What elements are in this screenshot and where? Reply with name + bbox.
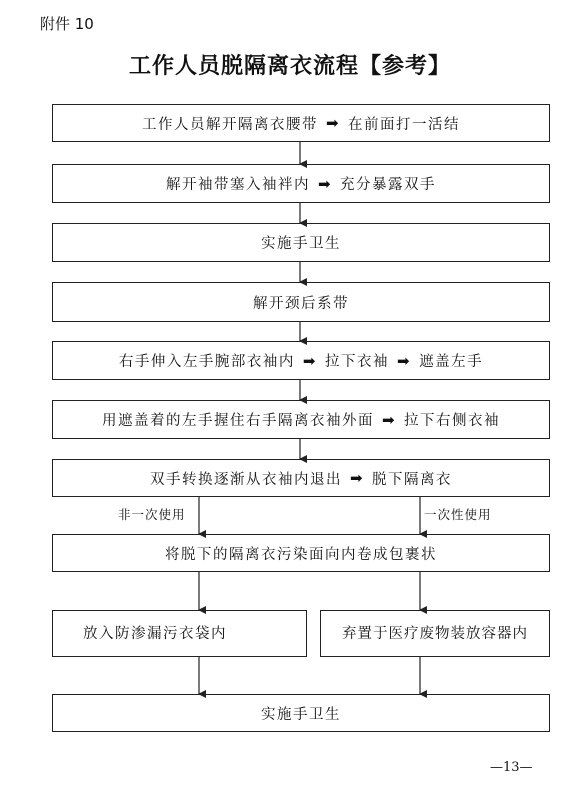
step-4-text: 解开颈后系带	[253, 295, 349, 312]
step-2-text-b: 充分暴露双手	[340, 177, 437, 193]
step-9-left-text: 放入防渗漏污衣袋内	[83, 626, 227, 642]
annex-label: 附件 10	[40, 15, 94, 33]
page-number: —13—	[490, 760, 533, 775]
step-6-text-b: 拉下右侧衣袖	[404, 413, 501, 429]
step-10-text: 实施手卫生	[261, 706, 341, 723]
arrow-right-icon: ➡	[349, 469, 365, 487]
step-6-text-a: 用遮盖着的左手握住右手隔离衣袖外面	[101, 413, 374, 429]
flow-step-6	[52, 400, 550, 439]
arrow-right-icon: ➡	[317, 174, 333, 193]
step-9-right-text: 弃置于医疗废物装放容器内	[342, 626, 528, 642]
flow-step-2	[52, 164, 550, 203]
flow-step-4	[52, 282, 550, 322]
flow-step-3	[52, 223, 550, 262]
step-1-text-a: 工作人员解开隔离衣腰带	[141, 116, 318, 133]
step-3-text: 实施手卫生	[261, 236, 341, 252]
step-5-text-a: 右手伸入左手腕部衣袖内	[118, 354, 295, 370]
branch-label-reusable: 非一次使用	[118, 507, 186, 522]
step-7-text-b: 脱下隔离衣	[372, 471, 453, 488]
flow-step-7	[52, 459, 550, 497]
page-title: 工作人员脱隔离衣流程【参考】	[128, 54, 451, 79]
step-7-text-a: 双手转换逐渐从衣袖内退出	[149, 471, 342, 488]
flow-step-8	[52, 534, 550, 572]
step-1-text-b: 在前面打一活结	[348, 116, 461, 133]
flow-step-9-reusable	[52, 610, 307, 657]
flow-step-9-disposable	[320, 610, 550, 657]
step-2-text-a: 解开袖带塞入袖袢内	[165, 177, 310, 193]
step-5-text-b: 拉下衣袖	[325, 354, 389, 370]
flow-step-1	[52, 104, 550, 142]
arrow-right-icon: ➡	[381, 410, 397, 429]
arrow-right-icon: ➡	[302, 351, 317, 370]
arrow-right-icon: ➡	[325, 114, 341, 132]
step-8-text: 将脱下的隔离衣污染面向内卷成包裹状	[165, 546, 437, 563]
branch-label-disposable: 一次性使用	[424, 507, 492, 522]
flow-step-10	[52, 694, 550, 732]
arrow-right-icon: ➡	[397, 351, 412, 370]
step-5-text-c: 遮盖左手	[419, 354, 484, 370]
flow-step-5	[52, 341, 550, 380]
